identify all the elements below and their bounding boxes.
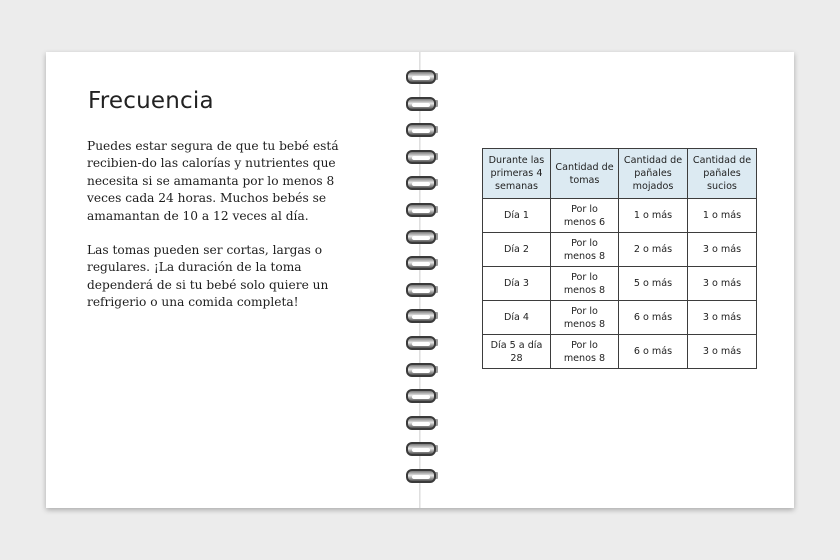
cell-feedings: Por lo menos 8 (551, 335, 619, 369)
table-row (483, 267, 757, 301)
table-row (483, 301, 757, 335)
table-row (483, 233, 757, 267)
cell-feedings: Por lo menos 8 (551, 267, 619, 301)
spiral-coil (406, 230, 440, 242)
cell-dirty: 3 o más (688, 335, 757, 369)
cell-feedings: Por lo menos 6 (551, 199, 619, 233)
cell-wet: 5 o más (619, 267, 688, 301)
cell-day: Día 4 (483, 301, 551, 335)
spiral-coil (406, 469, 440, 481)
header-period: Durante las primeras 4 semanas (483, 149, 551, 199)
cell-dirty: 1 o más (688, 199, 757, 233)
spiral-coil (406, 416, 440, 428)
header-wet-diapers: Cantidad de pañales mojados (619, 149, 688, 199)
cell-day: Día 5 a día 28 (483, 335, 551, 369)
cell-feedings: Por lo menos 8 (551, 301, 619, 335)
spiral-coil (406, 389, 440, 401)
table-row (483, 335, 757, 369)
cell-dirty: 3 o más (688, 267, 757, 301)
cell-wet: 2 o más (619, 233, 688, 267)
header-dirty-diapers: Cantidad de pañales sucios (688, 149, 757, 199)
cell-wet: 6 o más (619, 301, 688, 335)
table-row (483, 199, 757, 233)
cell-day: Día 3 (483, 267, 551, 301)
spiral-coil (406, 203, 440, 215)
cell-day: Día 1 (483, 199, 551, 233)
paragraph-duration: Las tomas pueden ser cortas, largas o regulares. ¡La duración de la toma dependerá de si tu bebé solo quiere un refrigerio o una comida completa! (87, 243, 329, 310)
paragraph-frequency: Puedes estar segura de que tu bebé está recibien-do las calorías y nutrientes que necesita si se amamanta por lo menos 8 veces cada 24 horas. Muchos bebés se amamantan de 10 a 12 veces al día. (87, 139, 339, 223)
open-book (46, 52, 794, 508)
cell-dirty: 3 o más (688, 233, 757, 267)
body-text (87, 138, 367, 329)
header-feedings: Cantidad de tomas (551, 149, 619, 199)
spiral-coil (406, 176, 440, 188)
spiral-coil (406, 123, 440, 135)
spiral-coil (406, 309, 440, 321)
table-header-row (483, 149, 757, 199)
cell-wet: 6 o más (619, 335, 688, 369)
spiral-coil (406, 336, 440, 348)
cell-wet: 1 o más (619, 199, 688, 233)
cell-dirty: 3 o más (688, 301, 757, 335)
spiral-coil (406, 283, 440, 295)
spiral-coil (406, 70, 440, 82)
cell-feedings: Por lo menos 8 (551, 233, 619, 267)
spiral-coil (406, 150, 440, 162)
feeding-table (482, 148, 757, 369)
spiral-coil (406, 363, 440, 375)
page-title: Frecuencia (88, 88, 214, 114)
spiral-coil (406, 442, 440, 454)
spiral-coil (406, 256, 440, 268)
cell-day: Día 2 (483, 233, 551, 267)
spiral-binding-icon (404, 70, 444, 500)
spiral-coil (406, 97, 440, 109)
